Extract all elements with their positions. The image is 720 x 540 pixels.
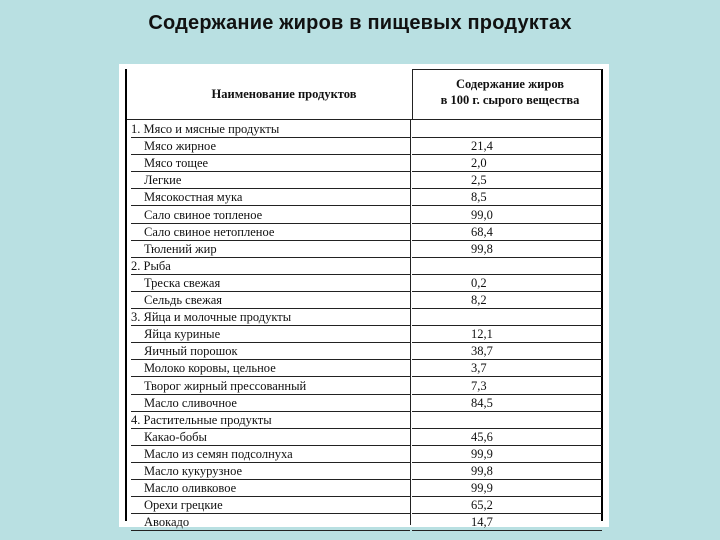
table-row bbox=[119, 446, 609, 463]
fat-value: 68,4 bbox=[471, 224, 493, 239]
fat-value: 38,7 bbox=[471, 344, 493, 359]
fat-value: 14,7 bbox=[471, 515, 493, 530]
table-row bbox=[119, 138, 609, 155]
table-row bbox=[119, 360, 609, 377]
table-row bbox=[119, 241, 609, 258]
fat-value: 12,1 bbox=[471, 327, 493, 342]
fat-value: 45,6 bbox=[471, 429, 493, 444]
category-row bbox=[119, 121, 609, 138]
product-name: Масло сливочное bbox=[144, 395, 237, 410]
fat-content-table bbox=[119, 64, 609, 530]
product-name: Молоко коровы, цельное bbox=[144, 361, 276, 376]
fat-value: 84,5 bbox=[471, 395, 493, 410]
category-name: 4. Растительные продукты bbox=[131, 412, 272, 427]
table-row bbox=[119, 275, 609, 292]
header-bottom-rule bbox=[127, 119, 602, 120]
slide-title: Содержание жиров в пищевых продуктах bbox=[148, 12, 572, 34]
category-name: 2. Рыба bbox=[131, 258, 171, 273]
column-header-content-line1: Содержание жиров bbox=[455, 77, 565, 91]
category-name: 1. Мясо и мясные продукты bbox=[131, 122, 280, 136]
category-row bbox=[119, 309, 609, 326]
product-name: Масло оливковое bbox=[144, 481, 237, 496]
product-name: Сельдь свежая bbox=[144, 293, 223, 307]
product-name: Орехи грецкие bbox=[144, 498, 223, 513]
product-name: Яичный порошок bbox=[144, 344, 238, 359]
table-row bbox=[119, 514, 609, 531]
row-rule-right bbox=[412, 530, 602, 531]
row-rule-left bbox=[131, 530, 410, 531]
product-name: Какао-бобы bbox=[144, 429, 207, 444]
column-divider bbox=[410, 119, 411, 525]
table-row bbox=[119, 172, 609, 189]
fat-value: 65,2 bbox=[471, 498, 493, 513]
fat-value: 21,4 bbox=[471, 139, 493, 154]
fat-value: 0,2 bbox=[471, 275, 487, 290]
table-row bbox=[119, 224, 609, 241]
column-header-name: Наименование продуктов bbox=[211, 87, 357, 101]
fat-value: 2,0 bbox=[471, 156, 487, 171]
table-row bbox=[119, 189, 609, 206]
table-row bbox=[119, 292, 609, 309]
column-header-content bbox=[415, 76, 605, 108]
table-row bbox=[119, 207, 609, 224]
table-row bbox=[119, 463, 609, 480]
product-name: Масло кукурузное bbox=[144, 464, 243, 478]
table-row bbox=[119, 155, 609, 172]
category-row bbox=[119, 258, 609, 275]
fat-value: 2,5 bbox=[471, 173, 487, 188]
table-row bbox=[119, 395, 609, 412]
table-row bbox=[119, 343, 609, 360]
product-name: Масло из семян подсолнуха bbox=[144, 446, 293, 461]
fat-value: 99,9 bbox=[471, 481, 493, 496]
fat-value: 3,7 bbox=[471, 361, 487, 376]
fat-value: 7,3 bbox=[471, 378, 487, 393]
product-name: Сало свиное топленое bbox=[144, 207, 263, 222]
product-name: Сало свиное нетопленое bbox=[144, 224, 275, 239]
header-top-rule bbox=[412, 69, 602, 70]
fat-value: 99,0 bbox=[471, 207, 493, 222]
fat-value: 8,5 bbox=[471, 190, 487, 205]
product-name: Тюлений жир bbox=[144, 241, 217, 256]
category-row bbox=[119, 412, 609, 429]
table-row bbox=[119, 480, 609, 497]
table-row bbox=[119, 429, 609, 446]
header-divider bbox=[412, 69, 413, 119]
product-name: Авокадо bbox=[144, 515, 190, 530]
fat-value: 8,2 bbox=[471, 293, 487, 307]
fat-value: 99,8 bbox=[471, 241, 493, 256]
product-name: Творог жирный прессованный bbox=[144, 378, 307, 393]
product-name: Треска свежая bbox=[144, 275, 221, 290]
table-row bbox=[119, 326, 609, 343]
column-header-content-line2: в 100 г. сырого вещества bbox=[440, 93, 580, 107]
table-row bbox=[119, 378, 609, 395]
fat-value: 99,8 bbox=[471, 464, 493, 478]
product-name: Яйца куриные bbox=[144, 327, 221, 342]
fat-value: 99,9 bbox=[471, 446, 493, 461]
product-name: Мясокостная мука bbox=[144, 190, 243, 205]
table-row bbox=[119, 497, 609, 514]
product-name: Мясо тощее bbox=[144, 156, 209, 171]
product-name: Мясо жирное bbox=[144, 139, 217, 154]
category-name: 3. Яйца и молочные продукты bbox=[131, 310, 292, 325]
product-name: Легкие bbox=[144, 173, 182, 188]
